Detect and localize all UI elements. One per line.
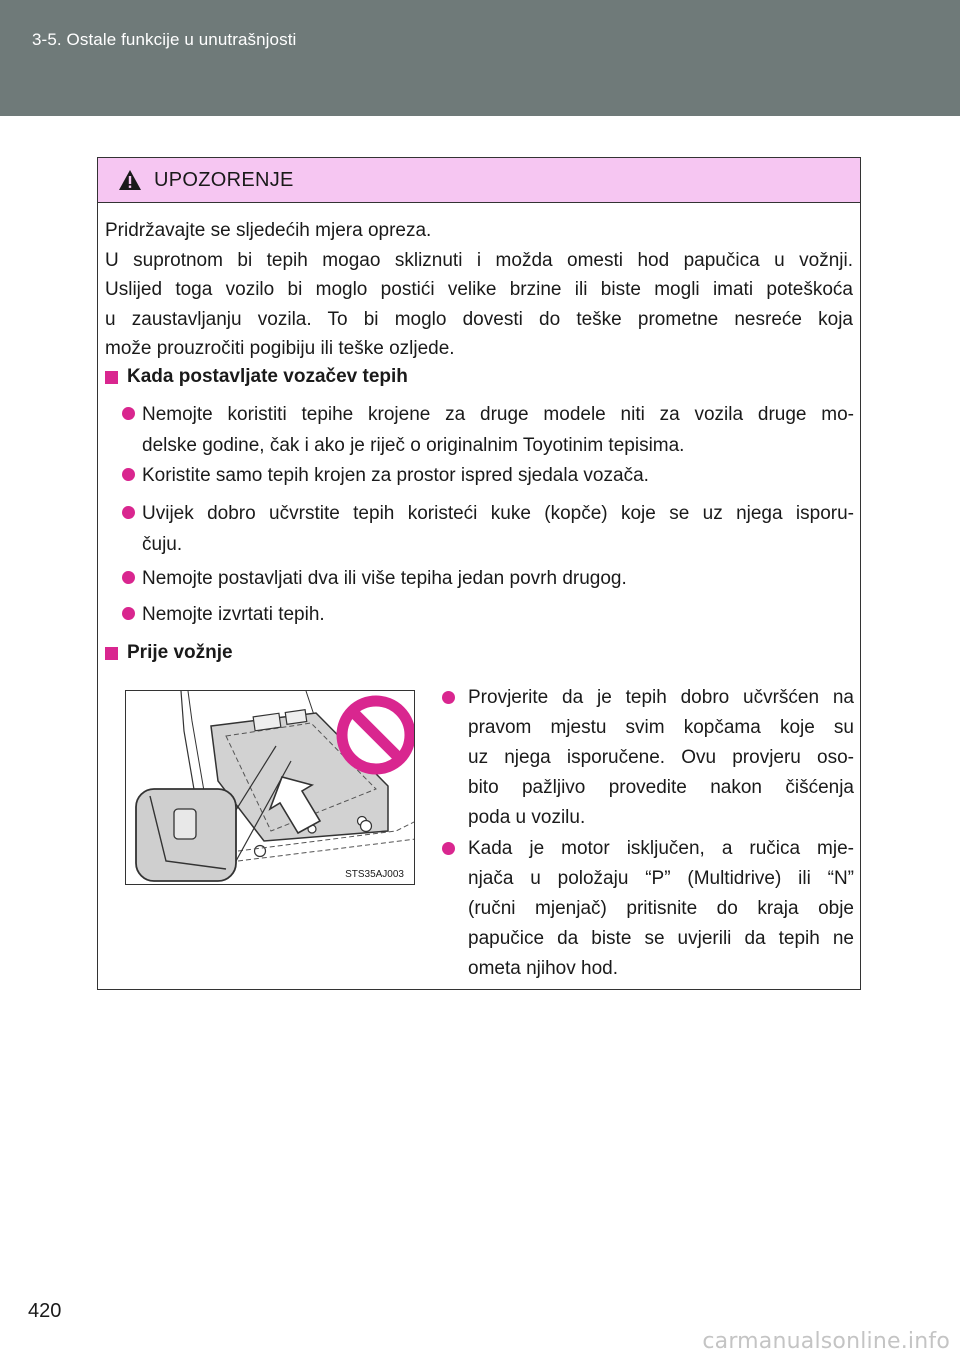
bullet-item — [442, 834, 854, 984]
bullet-line: poda u vozilu. — [468, 807, 586, 828]
bullet-line: (ručni mjenjač) pritisnite do kraja obje — [468, 898, 854, 919]
bullet-line: Koristite samo tepih krojen za prostor ispred sjedala vozača. — [142, 465, 649, 486]
intro-line: u zaustavljanju vozila. To bi moglo dovesti do teške prometne nesreće koja — [105, 308, 853, 330]
bullet-line: njača u položaju “P” (Multidrive) ili “N” — [468, 868, 854, 889]
bullet-line: bito pažljivo provedite nakon čišćenja — [468, 777, 854, 798]
bullet-line: Uvijek dobro učvrstite tepih koristeći kuke (kopče) koje se uz njega isporu- — [142, 503, 854, 524]
bullet-item — [122, 460, 854, 491]
bullet-dot-icon — [442, 691, 455, 704]
floor-mat-drawing — [126, 691, 415, 885]
section-heading-text: Kada postavljate vozačev tepih — [127, 366, 408, 387]
floor-mat-illustration — [125, 690, 415, 885]
bullet-line: Nemojte postavljati dva ili više tepiha jedan povrh drugog. — [142, 568, 627, 589]
bullet-line: Provjerite da je tepih dobro učvršćen na — [468, 687, 854, 708]
bullet-item — [122, 399, 854, 461]
bullet-dot-icon — [122, 607, 135, 620]
warning-title: UPOZORENJE — [154, 168, 294, 191]
bullet-line: Nemojte izvrtati tepih. — [142, 604, 325, 625]
page-number: 420 — [28, 1300, 62, 1322]
bullet-line: čuju. — [142, 534, 183, 555]
figure-code: STS35AJ003 — [345, 869, 404, 880]
bullet-line: delske godine, čak i ako je riječ o originalnim Toyotinim tepisima. — [142, 435, 685, 456]
section-heading-driver-mat — [105, 366, 408, 388]
bullet-line: Nemojte koristiti tepihe krojene za druge modele niti za vozila druge mo- — [142, 404, 854, 425]
prohibition-icon — [342, 701, 410, 769]
section-title: 3-5. Ostale funkcije u unutrašnjosti — [32, 30, 297, 49]
section-heading-text: Prije vožnje — [127, 642, 233, 663]
bullet-item — [122, 498, 854, 560]
bullet-line: Kada je motor isključen, a ručica mje- — [468, 838, 854, 859]
bullet-line: uz njega isporučene. Ovu provjeru oso- — [468, 747, 854, 768]
bullet-dot-icon — [122, 571, 135, 584]
bullet-item — [122, 599, 854, 630]
header-band — [0, 0, 960, 116]
bullet-line: pravom mjestu svim kopčama koje su — [468, 717, 854, 738]
warning-triangle-icon — [118, 169, 142, 191]
bullet-dot-icon — [122, 468, 135, 481]
bullet-line: ometa njihov hod. — [468, 958, 618, 979]
intro-line: U suprotnom bi tepih mogao skliznuti i možda omesti hod papučica u vožnji. — [105, 249, 853, 271]
warning-box — [97, 157, 861, 990]
section-heading-before-driving — [105, 642, 233, 664]
bullet-dot-icon — [442, 842, 455, 855]
section-square-icon — [105, 371, 118, 384]
bullet-item — [122, 563, 854, 594]
section-square-icon — [105, 647, 118, 660]
bullet-line: papučice da biste se uvjerili da tepih ne — [468, 928, 854, 949]
bullet-item — [442, 683, 854, 833]
intro-line: može prouzročiti pogibiju ili teške ozljede. — [105, 338, 455, 359]
warning-intro — [105, 216, 853, 364]
watermark: carmanualsonline.info — [702, 1329, 950, 1354]
intro-line: Pridržavajte se sljedećih mjera opreza. — [105, 220, 432, 241]
bullet-dot-icon — [122, 407, 135, 420]
bullet-dot-icon — [122, 506, 135, 519]
intro-line: Uslijed toga vozilo bi moglo postići velike brzine ili biste mogli imati poteškoća — [105, 279, 853, 300]
warning-header — [98, 158, 860, 203]
